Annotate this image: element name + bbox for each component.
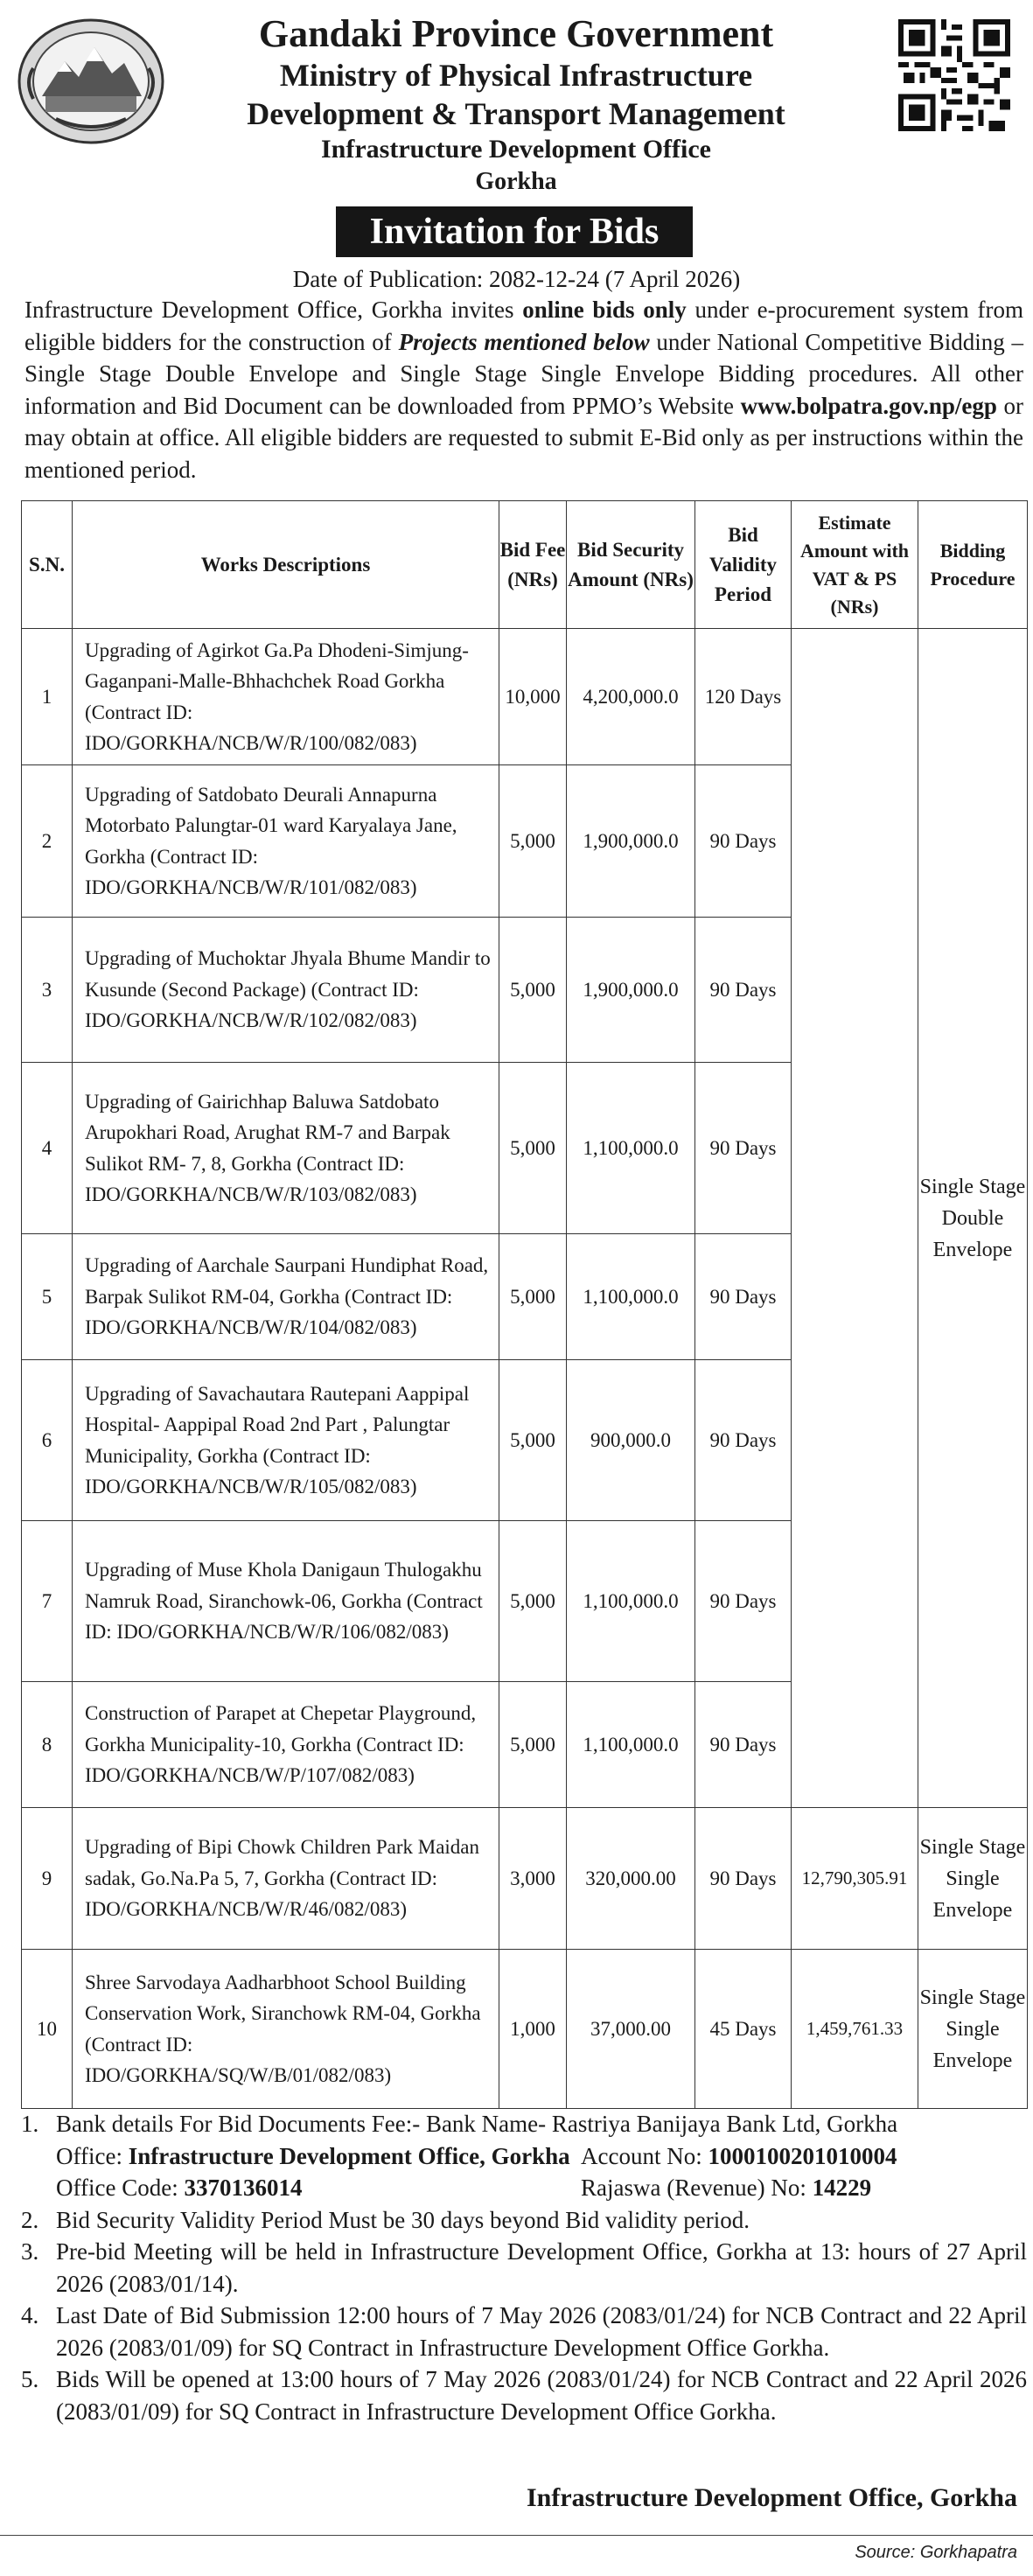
header-sn: S.N.: [22, 501, 73, 629]
code-value: 3370136014: [184, 2175, 303, 2201]
row-validity: 90 Days: [695, 1063, 792, 1234]
row-bid-security: 1,100,000.0: [567, 1521, 695, 1682]
row-bid-fee: 5,000: [499, 765, 567, 918]
note-item: [21, 2363, 1027, 2427]
intro-text: under e-procurement system from eligible bidders for the construction of: [24, 297, 1023, 355]
government-emblem: [16, 16, 166, 147]
intro-emphasis: Projects mentioned below: [398, 328, 650, 355]
header-block: [175, 12, 857, 198]
table-row: [22, 1808, 1028, 1950]
account-value: 1000100201010004: [708, 2142, 897, 2169]
department-name: Development & Transport Management: [247, 96, 785, 131]
row-validity: 90 Days: [695, 1234, 792, 1360]
row-description: Construction of Parapet at Chepetar Playground, Gorkha Municipality-10, Gorkha (Contract ID: IDO/GORKHA/NCB/W/P/107/082/083): [73, 1682, 499, 1808]
row-sn: 8: [22, 1682, 73, 1808]
note-item: [21, 2204, 1027, 2237]
row-sn: 6: [22, 1360, 73, 1521]
row-estimate: 1,459,761.33: [792, 1950, 918, 2109]
header-bid-validity: Bid Validity Period: [695, 501, 792, 629]
code-label: Office Code:: [56, 2175, 185, 2201]
row-validity: 90 Days: [695, 765, 792, 918]
row-description: Upgrading of Muse Khola Danigaun Thulogakhu Namruk Road, Siranchowk-06, Gorkha (Contract ID: IDO/GORKHA/NCB/W/R/106/082/083): [73, 1521, 499, 1682]
office-value: Infrastructure Development Office, Gorkha: [128, 2142, 570, 2169]
row-bid-fee: 5,000: [499, 1360, 567, 1521]
note-number: 2.: [21, 2206, 39, 2233]
note-item: [21, 2300, 1027, 2363]
intro-text: or may obtain at office. All eligible bidders are requested to submit E-Bid only as per instructions within the mentioned period.: [24, 392, 1023, 483]
office-label: Office:: [56, 2142, 129, 2169]
rajaswa-label: Rajaswa (Revenue) No:: [581, 2175, 813, 2201]
note-number: 5.: [21, 2366, 39, 2392]
intro-text: under National Competitive Bidding – Single Stage Double Envelope and Single Stage Single Envelope Bidding procedures. All other information and Bid Document can be downloaded from PPMO’s Website: [24, 328, 1023, 419]
row-bid-fee: 1,000: [499, 1950, 567, 2109]
row-bid-fee: 5,000: [499, 918, 567, 1063]
row-description: Upgrading of Satdobato Deurali Annapurna Motorbato Palungtar-01 ward Karyalaya Jane, Gorkha (Contract ID: IDO/GORKHA/NCB/W/R/101/082/083): [73, 765, 499, 918]
row-bid-security: 1,100,000.0: [567, 1063, 695, 1234]
row-bid-fee: 3,000: [499, 1808, 567, 1950]
row-sn: 2: [22, 765, 73, 918]
table-row: [22, 629, 1028, 765]
note-text: Bank details For Bid Documents Fee:- Bank Name- Rastriya Banijaya Bank Ltd, Gorkha: [56, 2111, 898, 2137]
row-validity: 90 Days: [695, 1808, 792, 1950]
table-row: [22, 1950, 1028, 2109]
table-header-row: [22, 501, 1028, 629]
note-text: Bids Will be opened at 13:00 hours of 7 May 2026 (2083/01/24) for NCB Contract and 22 April 2026 (2083/01/09) for SQ Contract in Infrastructure Development Office Gorkha.: [56, 2366, 1027, 2425]
source-credit: Source: Gorkhapatra: [855, 2543, 1017, 2562]
intro-text: Infrastructure Development Office, Gorkha invites: [24, 297, 523, 323]
rajaswa-detail: [581, 2172, 871, 2204]
note-item: [21, 2236, 1027, 2300]
row-sn: 1: [22, 629, 73, 765]
ministry-name: Ministry of Physical Infrastructure: [279, 58, 753, 93]
header-bid-fee: Bid Fee (NRs): [499, 501, 567, 629]
intro-emphasis: online bids only: [522, 297, 687, 323]
notes-list: [21, 2108, 1027, 2427]
footer-divider: [0, 2535, 1033, 2536]
header-procedure: Bidding Procedure: [918, 501, 1028, 629]
estimate-blank: [792, 629, 918, 1808]
row-bid-security: 4,200,000.0: [567, 629, 695, 765]
row-validity: 90 Days: [695, 1360, 792, 1521]
row-validity: 90 Days: [695, 1682, 792, 1808]
publication-date: Date of Publication: 2082-12-24 (7 April 2026): [292, 266, 741, 292]
row-bid-fee: 5,000: [499, 1682, 567, 1808]
office-name: Infrastructure Development Office: [321, 135, 711, 164]
note-number: 1.: [21, 2111, 39, 2137]
signoff: Infrastructure Development Office, Gorkha: [526, 2483, 1017, 2512]
header-description: Works Descriptions: [73, 501, 499, 629]
row-description: Upgrading of Bipi Chowk Children Park Maidan sadak, Go.Na.Pa 5, 7, Gorkha (Contract ID: IDO/GORKHA/NCB/W/R/46/082/083): [73, 1808, 499, 1950]
row-sn: 9: [22, 1808, 73, 1950]
row-sn: 7: [22, 1521, 73, 1682]
row-bid-fee: 5,000: [499, 1234, 567, 1360]
office-detail: [56, 2140, 581, 2173]
account-detail: [581, 2140, 897, 2173]
bank-detail-row: [21, 2140, 1027, 2173]
note-text: Pre-bid Meeting will be held in Infrastructure Development Office, Gorkha at 13: hours of 27 April 2026 (2083/01/14).: [56, 2238, 1027, 2297]
row-bid-fee: 5,000: [499, 1521, 567, 1682]
row-bid-security: 1,900,000.0: [567, 918, 695, 1063]
row-bid-security: 1,100,000.0: [567, 1682, 695, 1808]
intro-paragraph: [24, 294, 1023, 485]
invitation-banner: Invitation for Bids: [336, 206, 693, 257]
header-estimate: Estimate Amount with VAT & PS (NRs): [792, 501, 918, 629]
account-label: Account No:: [581, 2142, 708, 2169]
row-bid-fee: 10,000: [499, 629, 567, 765]
office-location: Gorkha: [475, 168, 557, 195]
website-link[interactable]: www.bolpatra.gov.np/egp: [740, 392, 997, 419]
row-procedure: Single Stage Single Envelope: [918, 1808, 1028, 1950]
note-text: Last Date of Bid Submission 12:00 hours of 7 May 2026 (2083/01/24) for NCB Contract and 22 April 2026 (2083/01/09) for SQ Contract in Infrastructure Development Office Gorkha.: [56, 2302, 1027, 2361]
row-description: Shree Sarvodaya Aadharbhoot School Building Conservation Work, Siranchowk RM-04, Gorkha (Contract ID: IDO/GORKHA/SQ/W/B/01/082/083): [73, 1950, 499, 2109]
merged-procedure: Single Stage Double Envelope: [918, 629, 1028, 1808]
row-description: Upgrading of Savachautara Rautepani Aappipal Hospital- Aappipal Road 2nd Part , Palungtar Municipality, Gorkha (Contract ID: IDO/GORKHA/NCB/W/R/105/082/083): [73, 1360, 499, 1521]
row-description: Upgrading of Agirkot Ga.Pa Dhodeni-Simjung-Gaganpani-Malle-Bhhachchek Road Gorkha (Contract ID: IDO/GORKHA/NCB/W/R/100/082/083): [73, 629, 499, 765]
bank-detail-row: [21, 2172, 1027, 2204]
rajaswa-value: 14229: [812, 2175, 872, 2201]
header-bid-security: Bid Security Amount (NRs): [567, 501, 695, 629]
code-detail: [56, 2172, 581, 2204]
row-description: Upgrading of Aarchale Saurpani Hundiphat Road, Barpak Sulikot RM-04, Gorkha (Contract ID: IDO/GORKHA/NCB/W/R/104/082/083): [73, 1234, 499, 1360]
row-procedure: Single Stage Single Envelope: [918, 1950, 1028, 2109]
note-item: [21, 2108, 1027, 2140]
row-sn: 5: [22, 1234, 73, 1360]
row-validity: 90 Days: [695, 1521, 792, 1682]
note-number: 3.: [21, 2238, 39, 2265]
row-bid-fee: 5,000: [499, 1063, 567, 1234]
row-validity: 120 Days: [695, 629, 792, 765]
row-validity: 45 Days: [695, 1950, 792, 2109]
row-bid-security: 1,100,000.0: [567, 1234, 695, 1360]
note-number: 4.: [21, 2302, 39, 2328]
row-description: Upgrading of Gairichhap Baluwa Satdobato Arupokhari Road, Arughat RM-7 and Barpak Sulikot RM- 7, 8, Gorkha (Contract ID: IDO/GORKHA/NCB/W/R/103/082/083): [73, 1063, 499, 1234]
row-sn: 4: [22, 1063, 73, 1234]
row-bid-security: 1,900,000.0: [567, 765, 695, 918]
row-sn: 3: [22, 918, 73, 1063]
row-bid-security: 320,000.00: [567, 1808, 695, 1950]
row-sn: 10: [22, 1950, 73, 2109]
bids-table: [21, 500, 1028, 2109]
row-bid-security: 900,000.0: [567, 1360, 695, 1521]
qr-code[interactable]: [894, 19, 1015, 131]
row-description: Upgrading of Muchoktar Jhyala Bhume Mandir to Kusunde (Second Package) (Contract ID: IDO/GORKHA/NCB/W/R/102/082/083): [73, 918, 499, 1063]
row-bid-security: 37,000.00: [567, 1950, 695, 2109]
province-name: Gandaki Province Government: [258, 12, 774, 55]
row-validity: 90 Days: [695, 918, 792, 1063]
note-text: Bid Security Validity Period Must be 30 days beyond Bid validity period.: [56, 2206, 750, 2233]
row-estimate: 12,790,305.91: [792, 1808, 918, 1950]
